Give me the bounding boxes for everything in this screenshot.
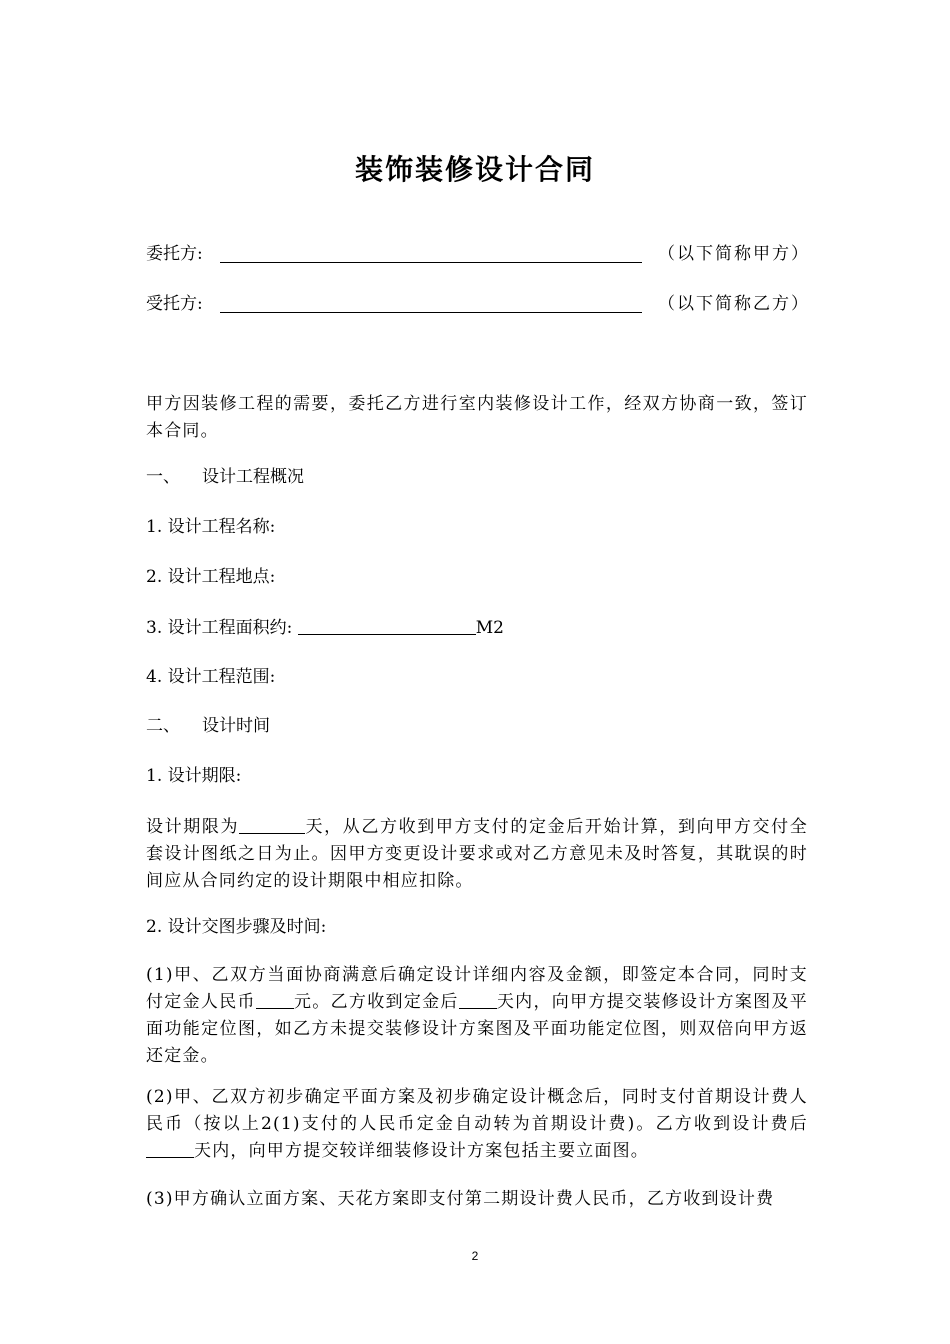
client-row xyxy=(146,244,810,266)
step2-days-blank[interactable] xyxy=(146,1140,194,1158)
step1-text-a: (1)甲、乙双方当面协商满意后确定设计详细内容及金额，即签定本合同，同时支付定金人民币 xyxy=(146,965,808,1012)
section2-number: 二、 xyxy=(146,716,180,736)
area-blank[interactable] xyxy=(298,617,476,635)
contractor-row xyxy=(146,294,810,316)
contractor-name-blank[interactable] xyxy=(220,312,642,313)
step2-paragraph xyxy=(146,1084,808,1165)
section1-title: 设计工程概况 xyxy=(202,467,304,487)
project-area-item xyxy=(146,617,504,638)
design-period-item: 1. 设计期限: xyxy=(146,766,242,786)
period-days-blank[interactable] xyxy=(239,816,305,834)
section2-heading xyxy=(146,716,270,736)
step3-paragraph: (3)甲方确认立面方案、天花方案即支付第二期设计费人民币，乙方收到设计费 xyxy=(146,1189,775,1209)
area-unit: M2 xyxy=(475,618,504,638)
step1-text-c: 天内，向甲方提交装修设计方案图及平面功能定位图，如乙方未提交装修设计方案图及平面功能定位图，则双倍向甲方返还定金。 xyxy=(146,992,808,1066)
period-text-b: 天，从乙方收到甲方支付的定金后开始计算，到向甲方交付全套设计图纸之日为止。因甲方变更设计要求或对乙方意见未及时答复，其耽误的时间应从合同约定的设计期限中相应扣除。 xyxy=(146,817,808,891)
step1-paragraph xyxy=(146,962,808,1070)
document-title: 装饰装修设计合同 xyxy=(354,153,595,186)
contractor-abbr: （以下简称乙方） xyxy=(658,294,810,314)
section2-title: 设计时间 xyxy=(202,716,270,736)
section1-number: 一、 xyxy=(146,467,180,487)
step2-text-a: (2)甲、乙双方初步确定平面方案及初步确定设计概念后，同时支付首期设计费人民币（按以上2(1)支付的人民币定金自动转为首期设计费)。乙方收到设计费后 xyxy=(146,1087,808,1134)
intro-paragraph: 甲方因装修工程的需要，委托乙方进行室内装修设计工作，经双方协商一致，签订本合同。 xyxy=(146,394,808,441)
step1-days-blank[interactable] xyxy=(459,991,497,1009)
project-area-label: 3. 设计工程面积约: xyxy=(146,618,293,638)
design-period-paragraph xyxy=(146,814,808,895)
period-text-a: 设计期限为 xyxy=(146,817,240,837)
step1-text-b: 元。乙方收到定金后 xyxy=(293,992,459,1012)
delivery-steps-item: 2. 设计交图步骤及时间: xyxy=(146,917,327,937)
client-name-blank[interactable] xyxy=(220,262,642,263)
step2-text-b: 天内，向甲方提交较详细装修设计方案包括主要立面图。 xyxy=(194,1141,649,1161)
project-name-item: 1. 设计工程名称: xyxy=(146,517,276,537)
section1-heading xyxy=(146,467,304,487)
client-label: 委托方: xyxy=(146,244,203,264)
deposit-amount-blank[interactable] xyxy=(256,991,294,1009)
page-number: 2 xyxy=(471,1249,479,1263)
client-abbr: （以下简称甲方） xyxy=(658,244,810,264)
project-location-item: 2. 设计工程地点: xyxy=(146,567,276,587)
contractor-label: 受托方: xyxy=(146,294,203,314)
project-scope-item: 4. 设计工程范围: xyxy=(146,667,276,687)
